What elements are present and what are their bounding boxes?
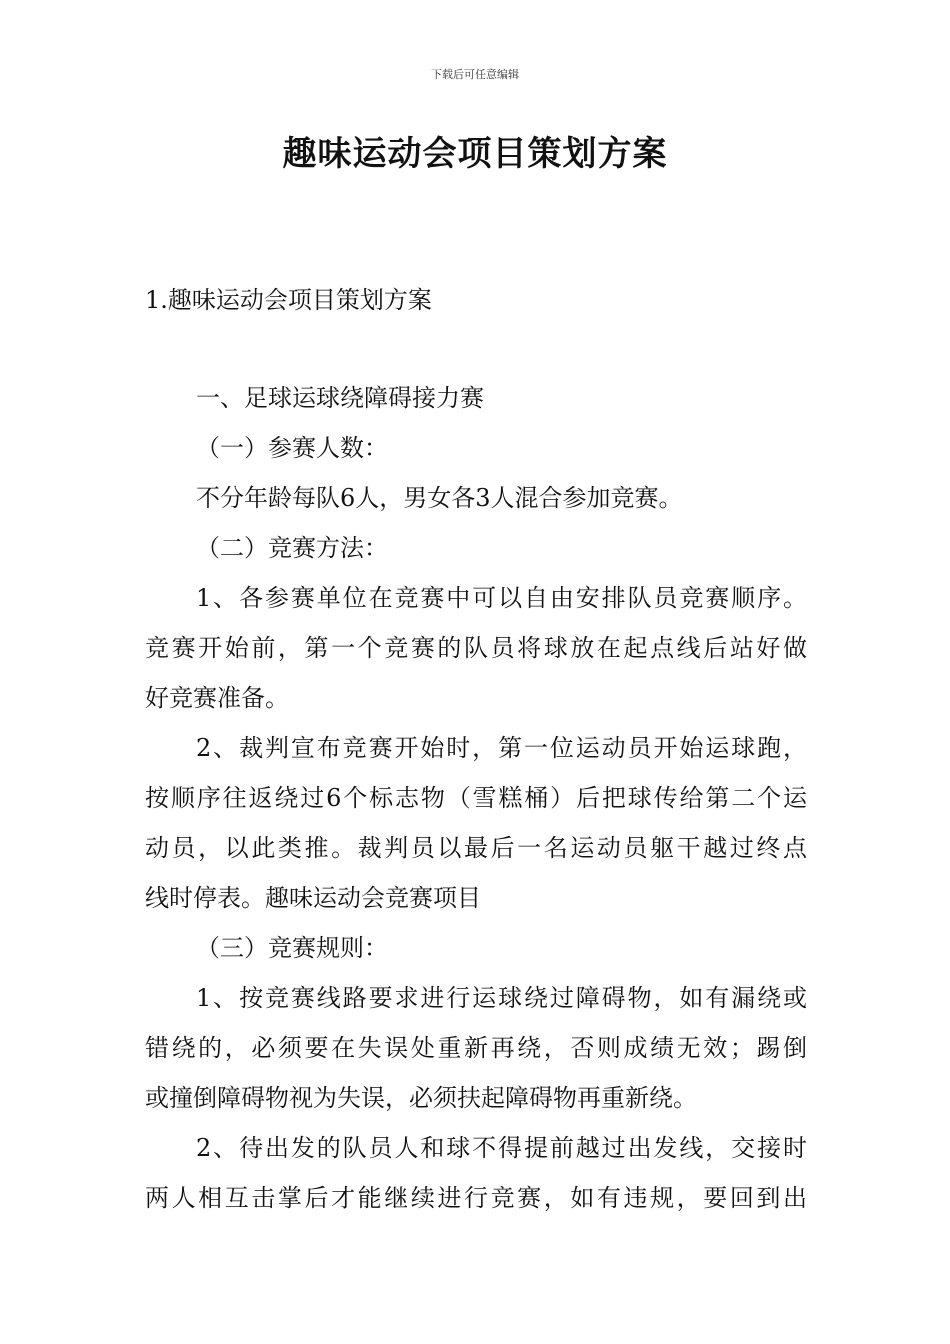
paragraph-line: 或撞倒障碍物视为失误，必须扶起障碍物再重新绕。 <box>145 1084 697 1112</box>
subsection-heading-soccer-relay: 一、足球运球绕障碍接力赛 <box>196 384 484 412</box>
paragraph-line: 不分年龄每队6人，男女各3人混合参加竞赛。 <box>196 484 683 512</box>
paragraph-line: 1、按竞赛线路要求进行运球绕过障碍物，如有漏绕或 <box>196 984 807 1012</box>
paragraph-line: 好竞赛准备。 <box>145 684 289 712</box>
paragraph-line: 线时停表。趣味运动会竞赛项目 <box>145 884 481 912</box>
clause-heading-participants: （一）参赛人数： <box>196 434 388 462</box>
paragraph-line: 1、各参赛单位在竞赛中可以自由安排队员竞赛顺序。 <box>196 584 807 612</box>
header-note: 下载后可任意编辑 <box>431 68 519 81</box>
paragraph-line: 两人相互击掌后才能继续进行竞赛，如有违规，要回到出 <box>145 1184 807 1212</box>
paragraph-line: 竞赛开始前，第一个竞赛的队员将球放在起点线后站好做 <box>145 634 807 662</box>
clause-heading-rules: （三）竞赛规则： <box>196 934 388 962</box>
paragraph-line: 错绕的，必须要在失误处重新再绕，否则成绩无效；踢倒 <box>145 1034 807 1062</box>
paragraph-line: 动员，以此类推。裁判员以最后一名运动员躯干越过终点 <box>145 834 807 862</box>
section-heading-1: 1.趣味运动会项目策划方案 <box>145 286 432 314</box>
document-title: 趣味运动会项目策划方案 <box>282 134 668 174</box>
paragraph-line: 按顺序往返绕过6个标志物（雪糕桶）后把球传给第二个运 <box>145 784 807 812</box>
paragraph-line: 2、待出发的队员人和球不得提前越过出发线，交接时 <box>196 1134 807 1162</box>
clause-heading-method: （二）竞赛方法： <box>196 534 388 562</box>
paragraph-line: 2、裁判宣布竞赛开始时，第一位运动员开始运球跑， <box>196 734 807 762</box>
